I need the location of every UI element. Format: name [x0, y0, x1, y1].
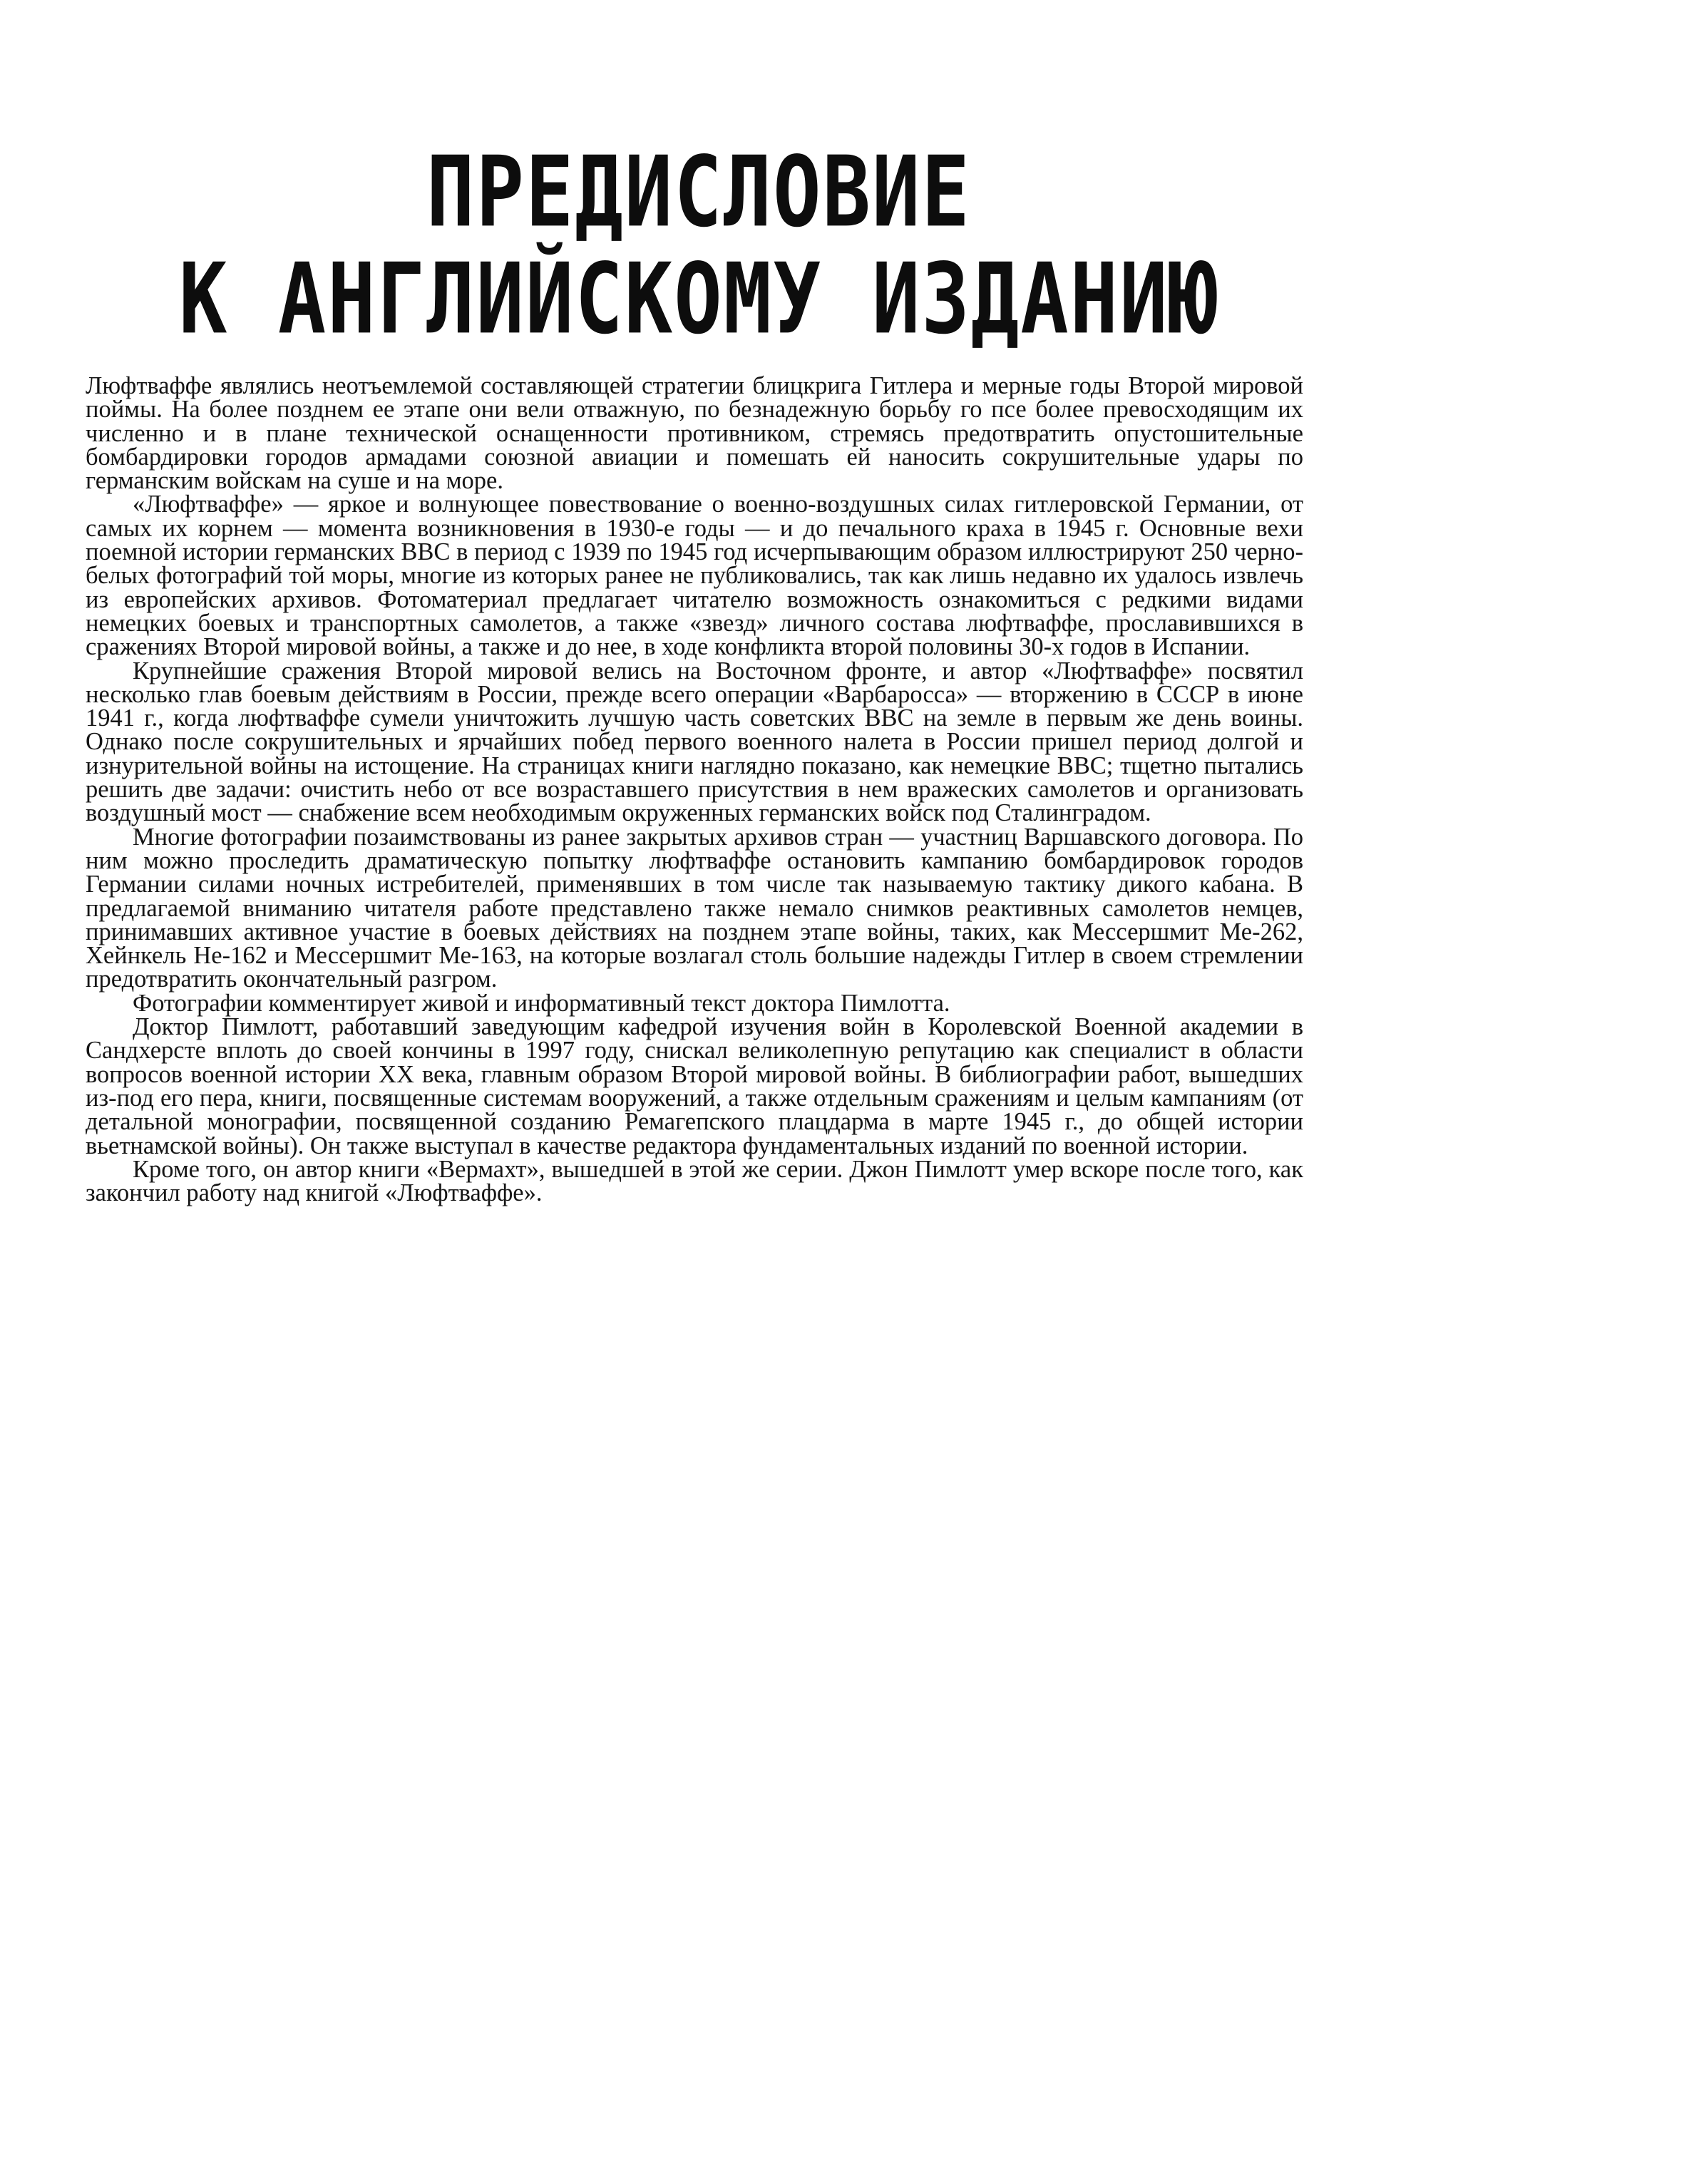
- paragraph: Фотографии комментирует живой и информативный текст доктора Пимлотта.: [133, 989, 950, 1017]
- page-title: [0, 135, 1397, 357]
- paragraph: Кроме того, он автор книги «Вермахт», вышедшей в этой же серии. Джон Пимлотт умер вскоре после того, как закончил работу над книгой «Люфтваффе».: [86, 1155, 1303, 1207]
- paragraph: Крупнейшие сражения Второй мировой велись на Восточном фронте, и автор «Люфтваффе» посвятил несколько глав боевым действиям в России, прежде всего операции «Варбаросса» — вторжению в СССР в июне 1941 г., когда люфтваффе сумели уничтожить лучшую часть советских ВВС на земле в первым же день воины. Однако после сокрушительных и ярчайших побед первого военного налета в России пришел период долгой и изнурительной войны на истощение. На страницах книги наглядно показано, как немецкие ВВС; тщетно пытались решить две задачи: очистить небо от все возраставшего присутствия в нем вражеских самолетов и организовать воздушный мост — снабжение всем необходимым окруженных германских войск под Сталинградом.: [86, 657, 1303, 827]
- paragraph: Доктор Пимлотт, работавший заведующим кафедрой изучения войн в Королевской Военной академии в Сандхерсте вплоть до своей кончины в 1997 году, снискал великолепную репутацию как специалист в области вопросов военной истории XX века, главным образом Второй мировой войны. В библиографии работ, вышедших из-под его пера, книги, посвященные системам вооружений, а также отдельным сражениям и целым кампаниям (от детальной монографии, посвященной созданию Ремагепского плацдарма в марте 1945 г., до общей истории вьетнамской войны). Он также выступал в качестве редактора фундаментальных изданий по военной истории.: [86, 1013, 1303, 1159]
- title-line-2: К АНГЛИЙСКОМУ ИЗДАНИЮ: [178, 242, 1219, 357]
- title-line-1: ПРЕДИСЛОВИЕ: [426, 135, 971, 250]
- paragraph: «Люфтваффе» — яркое и волнующее повествование о военно-воздушных силах гитлеровской Германии, от самых их корнем — момента возникновения в 1930-е годы — и до печального краха в 1945 г. Основные вехи поемной истории германских ВВС в период с 1939 по 1945 год исчерпывающим образом иллюстрируют 250 черно-белых фотографий той моры, многие из которых ранее не публиковались, так как лишь недавно их удалось извлечь из европейских архивов. Фотоматериал предлагает читателю возможность ознакомиться с редкими видами немецких боевых и транспортных самолетов, а также «звезд» личного состава люфтваффе, прославившихся в сражениях Второй мировой войны, а также и до нее, в ходе конфликта второй половины 30-х годов в Испании.: [86, 491, 1303, 661]
- body-text: [86, 374, 1303, 1205]
- paragraph: Многие фотографии позаимствованы из ранее закрытых архивов стран — участниц Варшавского договора. По ним можно проследить драматическую попытку люфтваффе остановить кампанию бомбардировок городов Германии силами ночных истребителей, применявших в том числе так называемую тактику дикого кабана. В предлагаемой вниманию читателя работе представлено также немало снимков реактивных самолетов немцев, принимавших активное участие в боевых действиях на позднем этапе войны, таких, как Мессершмит Ме-262, Хейнкель Не-162 и Мессершмит Ме-163, на которые возлагал столь большие надежды Гитлер в своем стремлении предотвратить окончательный разгром.: [86, 823, 1303, 993]
- paragraph: Люфтваффе являлись неотъемлемой составляющей стратегии блицкрига Гитлера и мерные годы Второй мировой поймы. На более позднем ее этапе они вели отважную, по безнадежную борьбу го псе более превосходящим их численно и в плане технической оснащенности противником, стремясь предотвратить опустошительные бомбардировки городов армадами союзной авиации и помешать ей наносить сокрушительные удары по германским войскам на суше и на море.: [86, 372, 1303, 495]
